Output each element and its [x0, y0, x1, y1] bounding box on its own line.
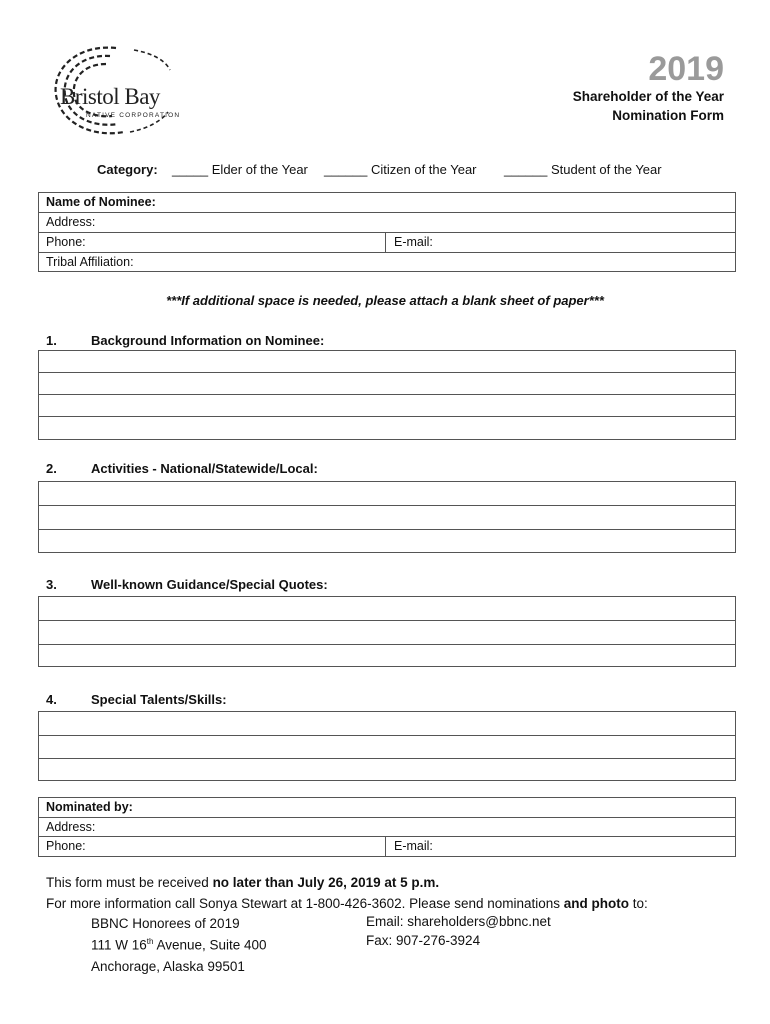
- answer-line[interactable]: [39, 373, 735, 395]
- info-line: [46, 896, 648, 911]
- info-to: to:: [629, 896, 648, 911]
- contact-email[interactable]: Email: shareholders@bbnc.net: [366, 914, 551, 929]
- section-3-number: 3.: [46, 577, 57, 592]
- nominated-by-label: Nominated by:: [46, 800, 133, 814]
- section-1-number: 1.: [46, 333, 57, 348]
- nominee-phone-label: Phone:: [46, 235, 86, 249]
- section-3-answer-lines[interactable]: [38, 596, 736, 667]
- answer-line[interactable]: [39, 351, 735, 373]
- answer-line[interactable]: [39, 597, 735, 621]
- answer-line[interactable]: [39, 712, 735, 736]
- nominator-info-box: [38, 797, 736, 857]
- section-4-answer-lines[interactable]: [38, 711, 736, 781]
- field-divider: [385, 837, 386, 856]
- deadline-text: This form must be received: [46, 875, 213, 890]
- nominator-address-field[interactable]: [39, 818, 735, 837]
- section-3-title: Well-known Guidance/Special Quotes:: [91, 577, 328, 592]
- section-2-answer-lines[interactable]: [38, 481, 736, 553]
- nominee-name-label: Name of Nominee:: [46, 195, 156, 209]
- deadline-line: [46, 875, 439, 890]
- additional-space-note: ***If additional space is needed, please attach a blank sheet of paper***: [166, 293, 604, 308]
- nominee-info-box: [38, 192, 736, 272]
- nominee-address-label: Address:: [46, 215, 96, 229]
- address-line-3: Anchorage, Alaska 99501: [91, 959, 245, 974]
- nominee-tribal-label: Tribal Affiliation:: [46, 255, 134, 269]
- bbnc-logo: [46, 40, 196, 140]
- form-title-line1: Shareholder of the Year: [572, 89, 724, 104]
- nominator-phone-label: Phone:: [46, 839, 86, 853]
- address-line-2: [91, 937, 267, 953]
- field-divider: [385, 233, 386, 252]
- address-street: 111 W 16: [91, 937, 147, 953]
- answer-line[interactable]: [39, 395, 735, 417]
- nominee-name-field[interactable]: [39, 193, 735, 213]
- section-1-title: Background Information on Nominee:: [91, 333, 325, 348]
- section-4-title: Special Talents/Skills:: [91, 692, 227, 707]
- nominator-email-label: E-mail:: [394, 839, 433, 853]
- section-2-number: 2.: [46, 461, 57, 476]
- address-ordinal: th: [146, 937, 154, 946]
- section-1-answer-lines[interactable]: [38, 350, 736, 440]
- answer-line[interactable]: [39, 621, 735, 645]
- category-citizen-option[interactable]: ______ Citizen of the Year: [324, 162, 477, 177]
- answer-line[interactable]: [39, 530, 735, 552]
- deadline-date: no later than July 26, 2019 at 5 p.m.: [212, 875, 440, 890]
- answer-line[interactable]: [39, 506, 735, 530]
- answer-line[interactable]: [39, 482, 735, 506]
- answer-line[interactable]: [39, 759, 735, 780]
- address-suite: Avenue, Suite 400: [153, 937, 267, 953]
- answer-line[interactable]: [39, 417, 735, 439]
- answer-line[interactable]: [39, 736, 735, 759]
- nominee-address-field[interactable]: [39, 213, 735, 233]
- form-title-line2: Nomination Form: [612, 108, 724, 123]
- form-year: 2019: [648, 50, 724, 88]
- nominated-by-field[interactable]: [39, 798, 735, 818]
- info-photo: and photo: [563, 896, 630, 911]
- logo-subtitle: NATIVE CORPORATION: [86, 112, 181, 119]
- section-4-number: 4.: [46, 692, 57, 707]
- nominee-tribal-field[interactable]: [39, 253, 735, 272]
- nominee-phone-field[interactable]: [39, 233, 735, 253]
- category-elder-option[interactable]: _____ Elder of the Year: [172, 162, 308, 177]
- section-2-title: Activities - National/Statewide/Local:: [91, 461, 318, 476]
- category-label: Category:: [97, 162, 158, 177]
- contact-fax: Fax: 907-276-3924: [366, 933, 481, 948]
- info-text: For more information call Sonya Stewart at 1-800-426-3602. Please send nominations: [46, 896, 564, 911]
- address-line-1: BBNC Honorees of 2019: [91, 916, 240, 931]
- nominator-address-label: Address:: [46, 820, 96, 834]
- nominee-email-label: E-mail:: [394, 235, 433, 249]
- nominator-phone-field[interactable]: [39, 837, 735, 856]
- logo-name: Bristol Bay: [60, 84, 160, 109]
- category-student-option[interactable]: ______ Student of the Year: [504, 162, 662, 177]
- answer-line[interactable]: [39, 645, 735, 666]
